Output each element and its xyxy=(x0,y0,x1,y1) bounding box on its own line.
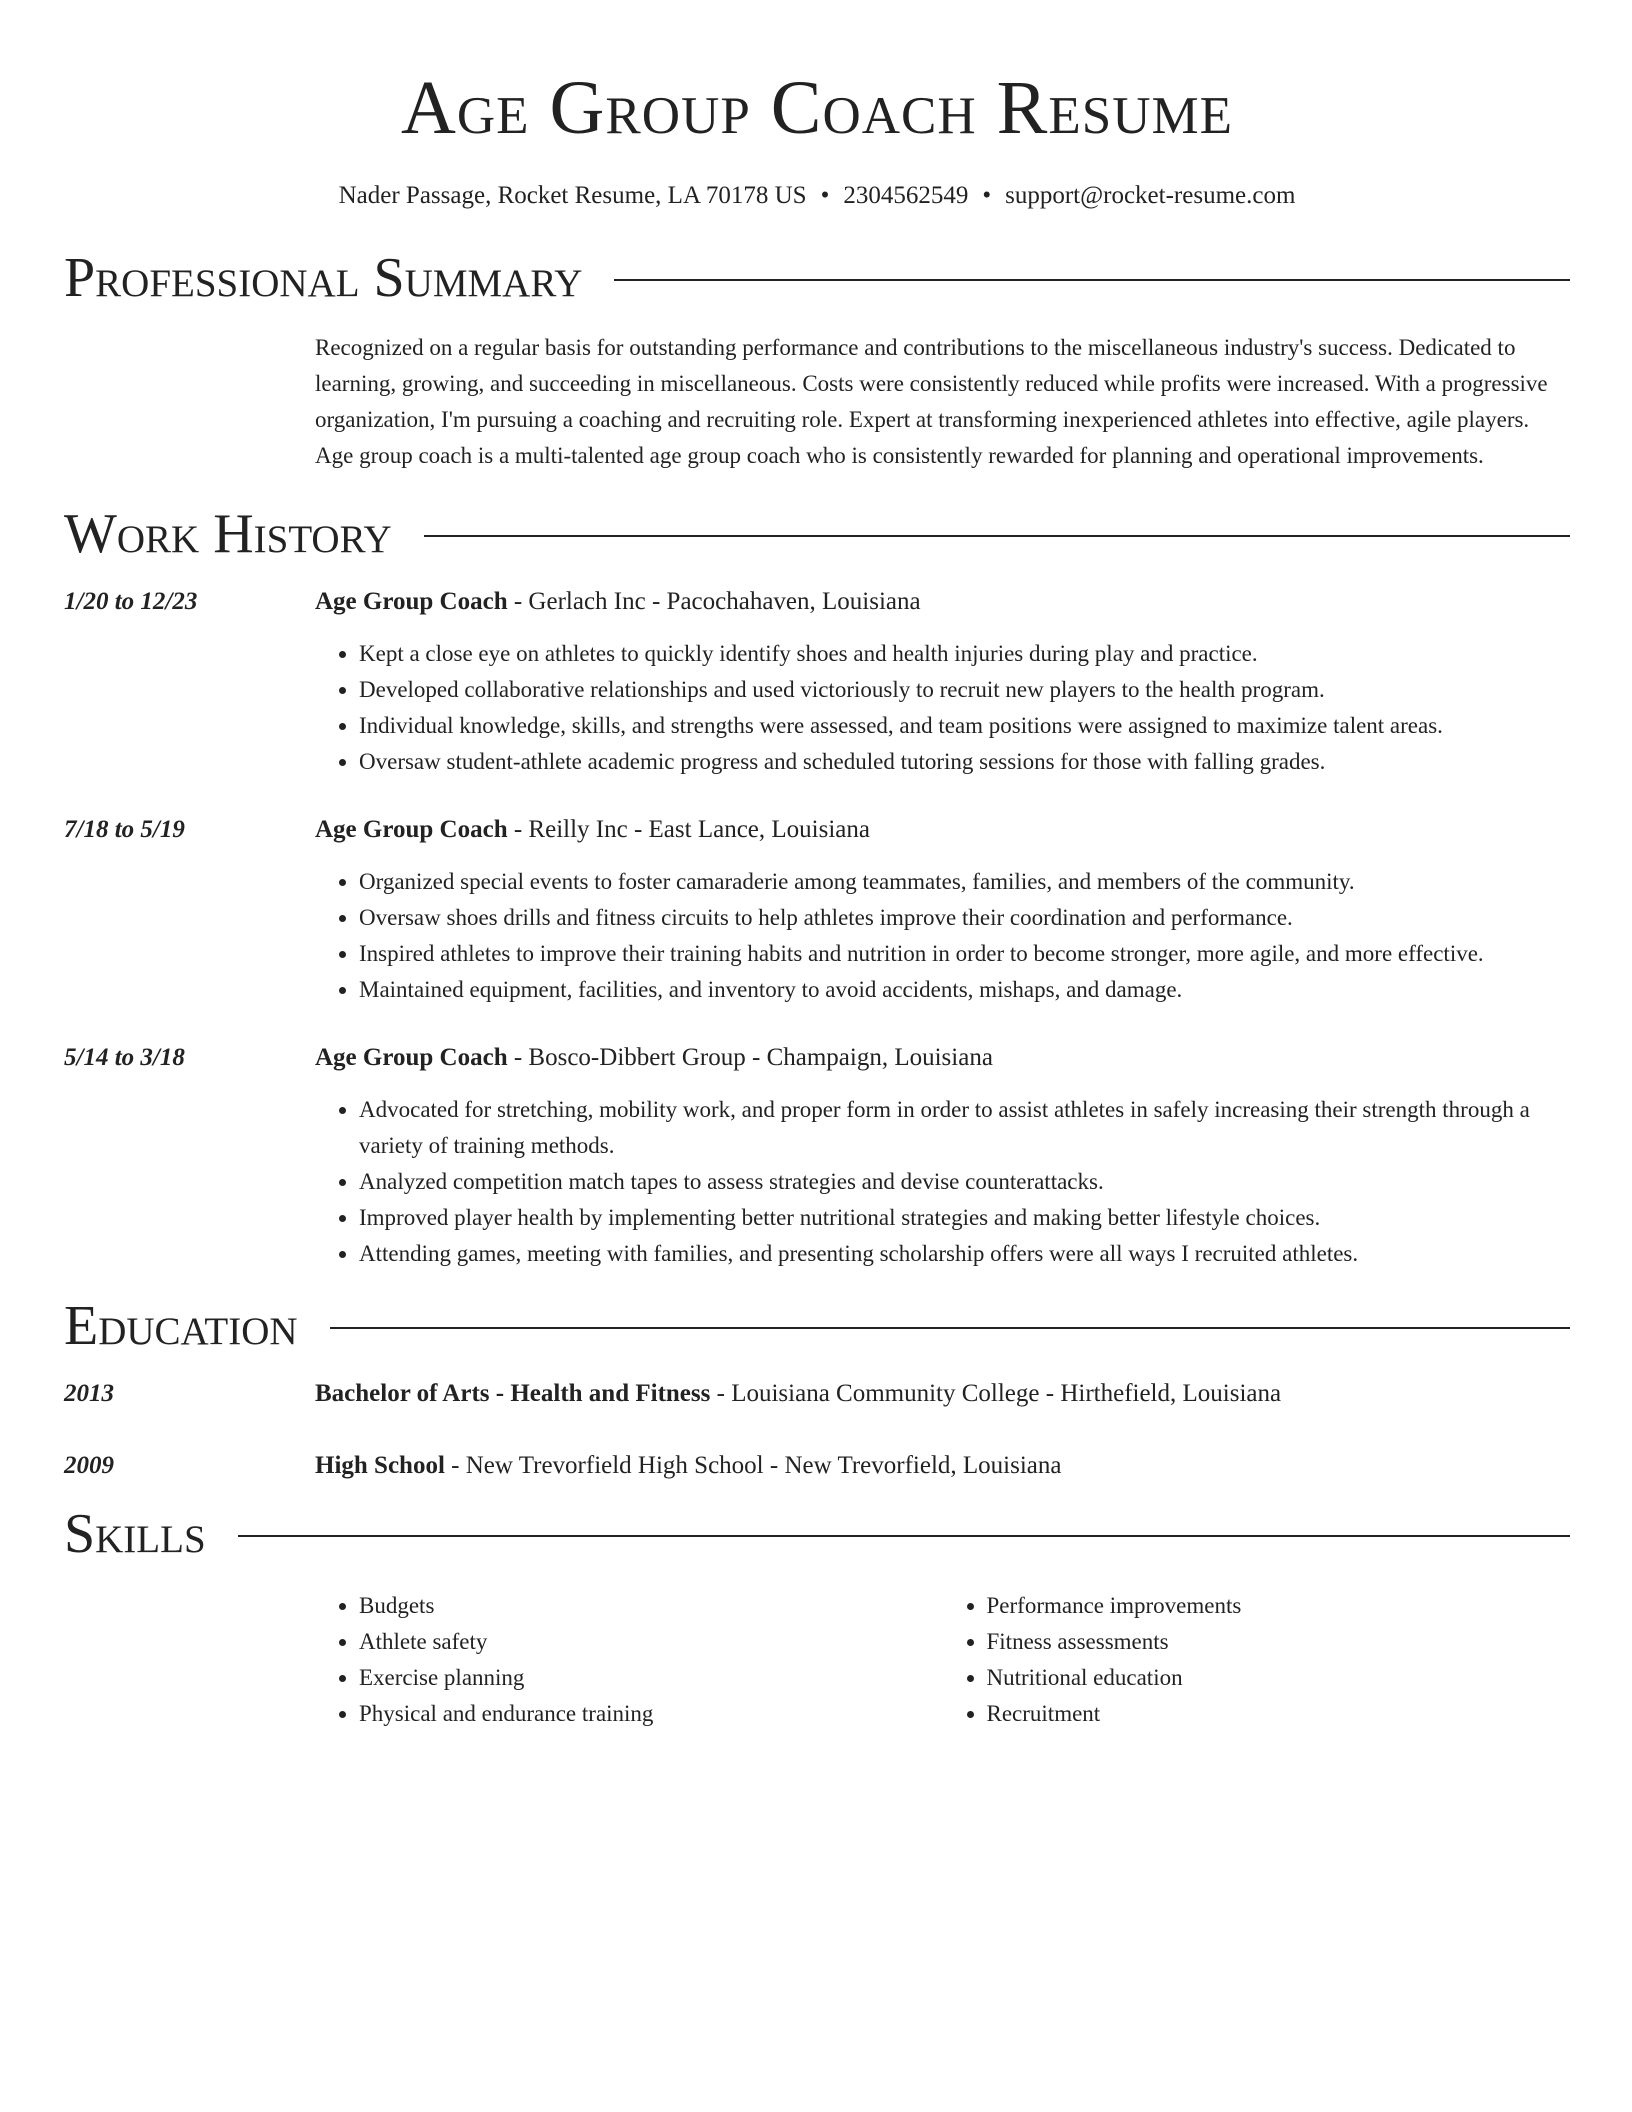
list-item: • Individual knowledge, skills, and strengths were assessed, and team positions were assigned to maximize talent areas. xyxy=(359,708,1570,744)
section-divider xyxy=(238,1535,1570,1537)
job-headline xyxy=(315,584,1570,620)
summary-section-header xyxy=(64,248,1570,308)
skills-section-header xyxy=(64,1504,1570,1564)
education-year: 2013 xyxy=(64,1380,114,1407)
contact-address: Nader Passage, Rocket Resume, LA 70178 US xyxy=(338,182,807,209)
job-bullets xyxy=(315,864,1570,1008)
job-headline xyxy=(315,812,1570,848)
list-item: • Physical and endurance training xyxy=(359,1696,943,1732)
job-dates: 7/18 to 5/19 xyxy=(64,816,185,843)
education-degree: Bachelor of Arts - Health and Fitness xyxy=(315,1380,711,1407)
list-item: • Recruitment xyxy=(987,1696,1571,1732)
work-history-heading: Work History xyxy=(64,503,392,565)
job-dates: 1/20 to 12/23 xyxy=(64,588,198,615)
list-item: • Nutritional education xyxy=(987,1660,1571,1696)
education-headline xyxy=(315,1376,1570,1412)
list-item: • Improved player health by implementing better nutritional strategies and making better lifestyle choices. xyxy=(359,1200,1570,1236)
contact-email: support@rocket-resume.com xyxy=(1005,182,1296,209)
job-title: Age Group Coach xyxy=(315,816,508,843)
education-entry xyxy=(64,1376,1570,1412)
list-item: • Kept a close eye on athletes to quickly identify shoes and health injuries during play and practice. xyxy=(359,636,1570,672)
contact-separator: • xyxy=(982,182,992,209)
list-item: • Analyzed competition match tapes to assess strategies and devise counterattacks. xyxy=(359,1164,1570,1200)
job-bullets xyxy=(315,636,1570,780)
education-year: 2009 xyxy=(64,1452,114,1479)
education-entry xyxy=(64,1448,1570,1484)
job-dates: 5/14 to 3/18 xyxy=(64,1044,185,1071)
list-item: • Inspired athletes to improve their training habits and nutrition in order to become stronger, more agile, and more effective. xyxy=(359,936,1570,972)
skills-column-right xyxy=(943,1588,1571,1732)
summary-text: Recognized on a regular basis for outstanding performance and contributions to the miscellaneous industry's success. Dedicated to learning, growing, and succeeding in miscellaneous. Costs were consistently reduced while profits were increased. With a progressive organization, I'm pursuing a coaching and recruiting role. Expert at transforming inexperienced athletes into effective, agile players. Age group coach is a multi-talented age group coach who is consistently rewarded for planning and operational improvements. xyxy=(315,335,1548,468)
skills-heading: Skills xyxy=(64,1503,206,1565)
job-title: Age Group Coach xyxy=(315,588,508,615)
list-item: • Fitness assessments xyxy=(987,1624,1571,1660)
resume-title: Age Group Coach Resume xyxy=(401,66,1233,150)
list-item: • Oversaw shoes drills and fitness circuits to help athletes improve their coordination and performance. xyxy=(359,900,1570,936)
list-item: • Athlete safety xyxy=(359,1624,943,1660)
job-title: Age Group Coach xyxy=(315,1044,508,1071)
contact-phone: 2304562549 xyxy=(843,182,969,209)
job-entry xyxy=(64,812,1570,1008)
job-details: - Bosco-Dibbert Group - Champaign, Louisiana xyxy=(507,1044,993,1071)
section-divider xyxy=(614,279,1570,281)
contact-separator: • xyxy=(820,182,830,209)
summary-heading: Professional Summary xyxy=(64,247,583,309)
skills-column-left xyxy=(315,1588,943,1732)
list-item: • Budgets xyxy=(359,1588,943,1624)
education-heading: Education xyxy=(64,1295,298,1357)
education-details: - Louisiana Community College - Hirthefield, Louisiana xyxy=(710,1380,1282,1407)
list-item: • Maintained equipment, facilities, and inventory to avoid accidents, mishaps, and damage. xyxy=(359,972,1570,1008)
job-entry xyxy=(64,1040,1570,1272)
job-bullets xyxy=(315,1092,1570,1272)
job-details: - Gerlach Inc - Pacochahaven, Louisiana xyxy=(507,588,921,615)
work-history-section-header xyxy=(64,504,1570,564)
contact-line xyxy=(64,180,1570,212)
education-headline xyxy=(315,1448,1570,1484)
list-item: • Advocated for stretching, mobility work, and proper form in order to assist athletes in safely increasing their strength through a variety of training methods. xyxy=(359,1092,1570,1164)
job-entry xyxy=(64,584,1570,780)
education-details: - New Trevorfield High School - New Trevorfield, Louisiana xyxy=(444,1452,1062,1479)
list-item: • Performance improvements xyxy=(987,1588,1571,1624)
education-degree: High School xyxy=(315,1452,445,1479)
list-item: • Exercise planning xyxy=(359,1660,943,1696)
list-item: • Oversaw student-athlete academic progress and scheduled tutoring sessions for those with falling grades. xyxy=(359,744,1570,780)
job-headline xyxy=(315,1040,1570,1076)
education-section-header xyxy=(64,1296,1570,1356)
list-item: • Organized special events to foster camaraderie among teammates, families, and members of the community. xyxy=(359,864,1570,900)
list-item: • Attending games, meeting with families, and presenting scholarship offers were all ways I recruited athletes. xyxy=(359,1236,1570,1272)
section-divider xyxy=(424,535,1570,537)
section-divider xyxy=(330,1327,1570,1329)
skills-list xyxy=(315,1588,1570,1732)
job-details: - Reilly Inc - East Lance, Louisiana xyxy=(507,816,870,843)
list-item: • Developed collaborative relationships and used victoriously to recruit new players to the health program. xyxy=(359,672,1570,708)
